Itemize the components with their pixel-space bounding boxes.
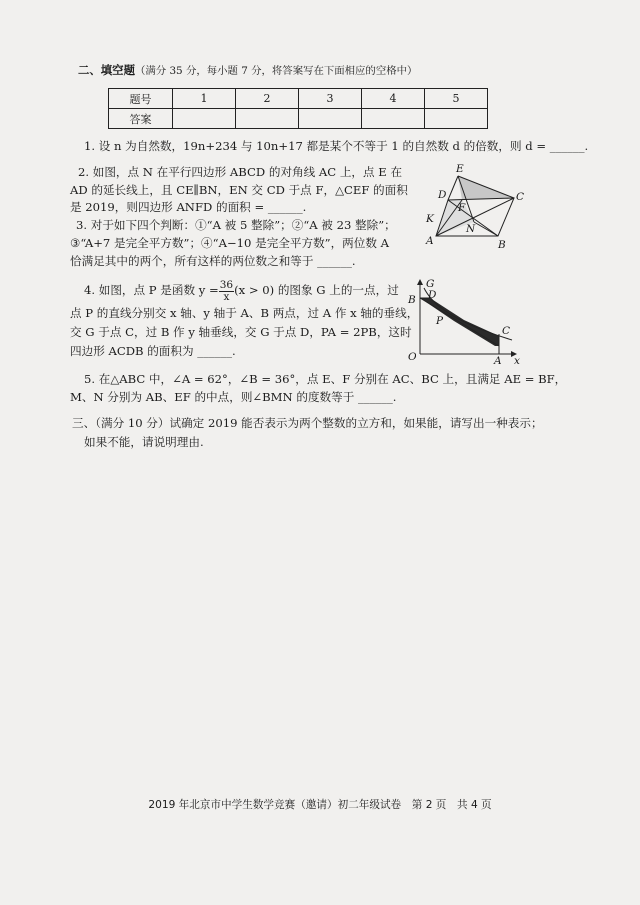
section-2-heading: [78, 62, 417, 79]
section-3-line-2: 如果不能，请说明理由.: [84, 435, 204, 449]
label-d: D: [428, 289, 437, 301]
answer-cell[interactable]: [425, 109, 488, 129]
label-o: O: [408, 351, 417, 363]
table-row: [109, 109, 488, 129]
question-4-line-3: 交 G 于点 C，过 B 作 y 轴垂线，交 G 于点 D，PA = 2PB，这时: [70, 325, 412, 339]
section-3-line-1: 三、（满分 10 分）试确定 2019 能否表示为两个整数的立方和，如果能，请写出一种表示；: [72, 416, 543, 430]
figure-hyperbola: [404, 276, 524, 364]
answer-cell[interactable]: [173, 109, 236, 129]
label-a: A: [494, 355, 502, 364]
fraction-numerator: 36: [219, 278, 234, 291]
question-5-line-2: M、N 分别为 AB、EF 的中点，则∠BMN 的度数等于 ______.: [70, 390, 397, 404]
question-2-line-2: AD 的延长线上，且 CE∥BN，EN 交 CD 于点 F，△CEF 的面积: [70, 183, 408, 197]
question-2-line-3: 是 2019，则四边形 ANFD 的面积 = ______.: [70, 200, 307, 214]
question-3-line-3: 恰满足其中的两个，所有这样的两位数之和等于 ______.: [70, 254, 356, 268]
label-n: N: [466, 223, 476, 235]
question-4-line-1: [84, 278, 399, 303]
answer-cell[interactable]: [299, 109, 362, 129]
curve-g: [424, 288, 512, 340]
fraction-36-over-x: [219, 280, 234, 303]
table-cell-number: 5: [425, 89, 488, 109]
question-5-line-1: 5. 在△ABC 中，∠A = 62°，∠B = 36°，点 E、F 分别在 AC、BC 上，且满足 AE = BF，: [84, 372, 567, 386]
label-f: F: [458, 202, 466, 214]
label-e: E: [456, 163, 464, 175]
label-x: x: [514, 355, 520, 364]
label-k: K: [426, 213, 434, 225]
ad-extension: [448, 176, 458, 200]
label-p: P: [436, 315, 444, 327]
label-g: G: [426, 278, 435, 290]
answer-table: [108, 88, 488, 129]
section-2-label: 二、填空题: [78, 63, 135, 77]
section-2-note: （满分 35 分，每小题 7 分，将答案写在下面相应的空格中）: [134, 65, 418, 77]
table-row: [109, 89, 488, 109]
table-header-answer: 答案: [109, 109, 173, 129]
line-ab: [420, 298, 499, 346]
question-3-line-1: 3. 对于如下四个判断：①“A 被 5 整除”；②“A 被 23 整除”；: [76, 218, 396, 232]
label-d: D: [438, 189, 447, 201]
label-b: B: [498, 239, 506, 251]
page-footer: 2019 年北京市中学生数学竞赛（邀请）初二年级试卷 第 2 页 共 4 页: [148, 799, 492, 811]
fraction-denominator: x: [223, 290, 230, 303]
question-4-prefix: 4. 如图，点 P 是函数 y =: [84, 283, 219, 297]
figure-parallelogram: [414, 162, 526, 252]
table-header-number: 题号: [109, 89, 173, 109]
table-cell-number: 4: [362, 89, 425, 109]
question-2-line-1: 2. 如图，点 N 在平行四边形 ABCD 的对角线 AC 上，点 E 在: [78, 165, 403, 179]
table-cell-number: 3: [299, 89, 362, 109]
table-cell-number: 2: [236, 89, 299, 109]
question-4-line-2: 点 P 的直线分别交 x 轴、y 轴于 A、B 两点，过 A 作 x 轴的垂线，: [70, 306, 419, 320]
answer-cell[interactable]: [236, 109, 299, 129]
question-4-line-4: 四边形 ACDB 的面积为 ______.: [70, 344, 236, 358]
question-4-suffix: (x > 0) 的图象 G 上的一点，过: [234, 283, 399, 297]
question-3-line-2: ③“A+7 是完全平方数”；④“A−10 是完全平方数”，两位数 A: [70, 236, 390, 250]
table-cell-number: 1: [173, 89, 236, 109]
answer-cell[interactable]: [362, 109, 425, 129]
question-1: 1. 设 n 为自然数，19n+234 与 10n+17 都是某个不等于 1 的自然数 d 的倍数，则 d = ______.: [84, 139, 589, 153]
label-c: C: [502, 325, 511, 337]
label-a: A: [426, 235, 434, 247]
label-b: B: [408, 294, 416, 306]
label-c: C: [516, 191, 525, 203]
